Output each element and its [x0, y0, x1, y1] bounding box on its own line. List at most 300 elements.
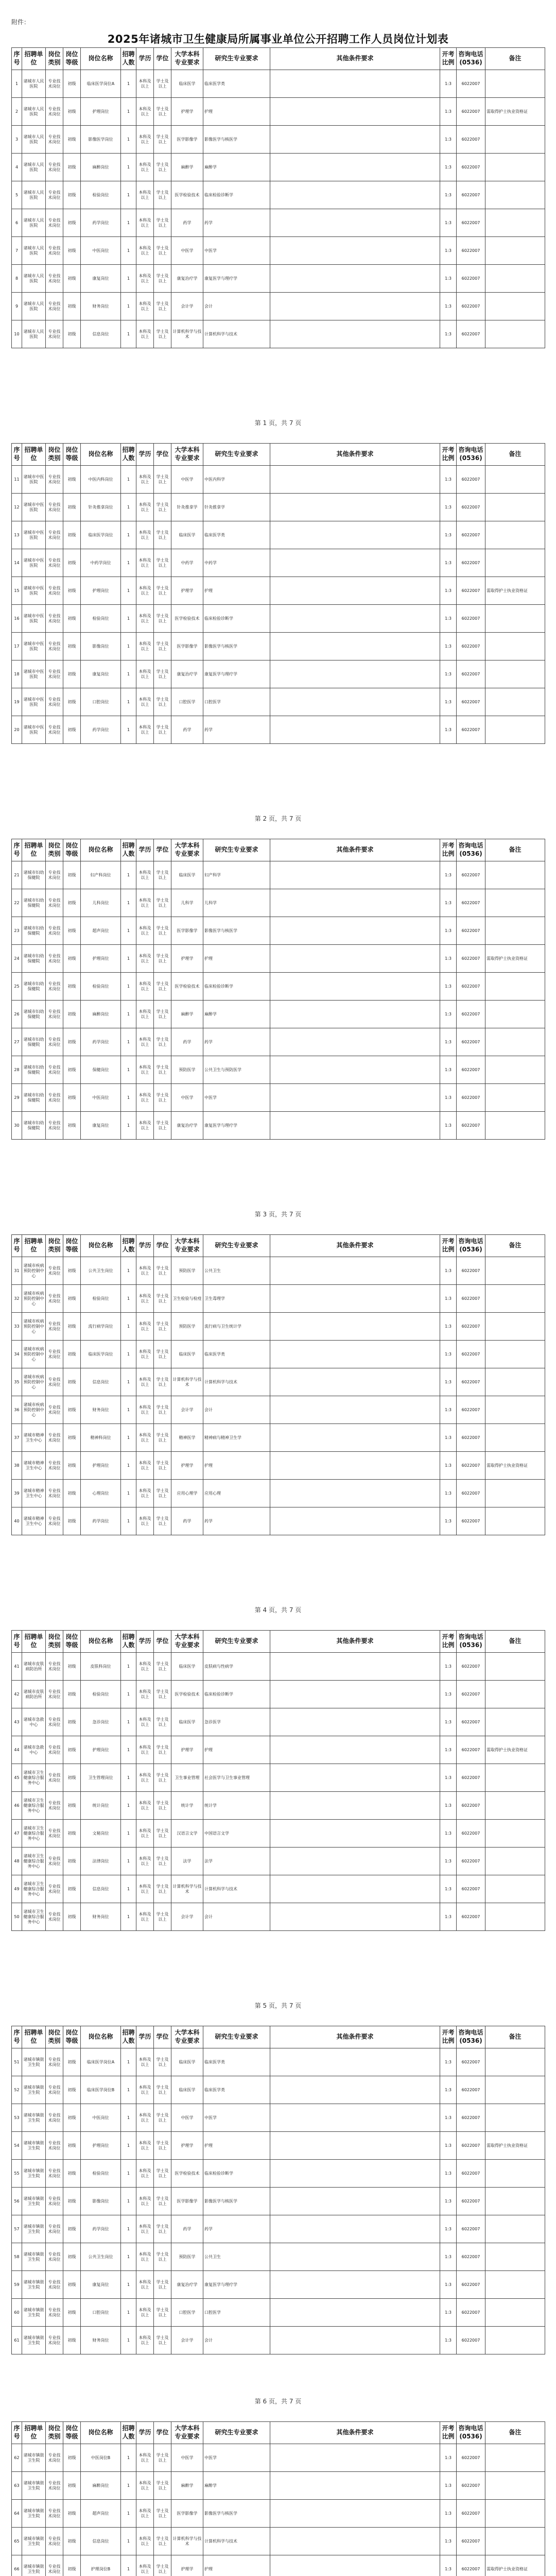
table-cell: 1 — [121, 688, 136, 716]
table-cell: 学士及以上 — [154, 2444, 171, 2472]
table-cell: 1 — [121, 945, 136, 973]
table-cell: 信息岗位 — [81, 1368, 121, 1396]
table-cell — [270, 2048, 440, 2076]
table-cell — [485, 2327, 545, 2354]
table-cell — [270, 181, 440, 209]
table-cell: 6022007 — [457, 973, 485, 1001]
table-cell — [270, 1507, 440, 1535]
table-cell: 14 — [12, 549, 22, 577]
table-cell: 初级 — [63, 209, 81, 237]
table-cell: 本科及以上 — [136, 716, 154, 744]
table-cell: 诸城市疾病预防控制中心 — [22, 1313, 46, 1341]
table-cell: 学士及以上 — [154, 633, 171, 660]
column-header: 序号 — [12, 48, 22, 70]
table-cell: 儿科学 — [203, 889, 270, 917]
table-cell: 诸城市人民医院 — [22, 181, 46, 209]
table-cell: 本科及以上 — [136, 2444, 154, 2472]
table-cell — [270, 2104, 440, 2132]
table-row — [12, 1056, 545, 1084]
table-cell: 麻醉学 — [171, 154, 203, 181]
table-cell: 6022007 — [457, 549, 485, 577]
table-cell: 本科及以上 — [136, 1001, 154, 1028]
table-cell: 学士及以上 — [154, 1396, 171, 1424]
table-cell: 中医岗位 — [81, 1084, 121, 1112]
table-cell: 1:3 — [440, 577, 457, 605]
table-row — [12, 973, 545, 1001]
table-cell: 临床医学类 — [203, 521, 270, 549]
table-cell: 药学 — [171, 209, 203, 237]
recruitment-table — [11, 839, 545, 1140]
table-cell: 1 — [121, 1736, 136, 1764]
table-cell — [270, 861, 440, 889]
table-cell: 初级 — [63, 2271, 81, 2299]
table-row — [12, 2444, 545, 2472]
table-cell: 诸城市妇幼保健院 — [22, 973, 46, 1001]
table-cell: 1 — [121, 2243, 136, 2271]
table-cell: 本科及以上 — [136, 126, 154, 154]
table-cell: 护理岗位 — [81, 98, 121, 126]
table-cell: 需取得护士执业资格证 — [485, 1452, 545, 1480]
page-5 — [11, 1630, 545, 1931]
column-header: 咨询电话(0536) — [457, 2422, 485, 2444]
table-cell: 临床医学 — [171, 1708, 203, 1736]
attachment-label: 附件： — [11, 19, 30, 26]
table-cell: 初级 — [63, 126, 81, 154]
table-cell — [270, 237, 440, 265]
table-cell: 6022007 — [457, 1285, 485, 1313]
table-cell: 1 — [121, 1480, 136, 1507]
table-cell: 47 — [12, 1820, 22, 1848]
table-cell: 38 — [12, 1452, 22, 1480]
table-cell — [270, 70, 440, 98]
table-row — [12, 1736, 545, 1764]
column-header: 岗位名称 — [81, 2026, 121, 2048]
table-cell: 1:3 — [440, 605, 457, 633]
table-cell: 本科及以上 — [136, 2132, 154, 2160]
table-cell: 诸城市卫生健康综合服务中心 — [22, 1875, 46, 1903]
table-cell: 1:3 — [440, 181, 457, 209]
table-cell: 中国语言文学 — [203, 1820, 270, 1848]
table-cell — [270, 320, 440, 348]
table-cell: 护理岗位 — [81, 1452, 121, 1480]
table-cell: 诸城市人民医院 — [22, 237, 46, 265]
table-cell: 护理学 — [171, 2555, 203, 2576]
table-cell: 计算机科学与技术 — [203, 320, 270, 348]
column-header: 开考比例 — [440, 444, 457, 466]
table-row — [12, 209, 545, 237]
table-cell — [270, 1480, 440, 1507]
table-cell — [270, 889, 440, 917]
table-cell: 中医学 — [203, 2104, 270, 2132]
table-cell: 1 — [121, 126, 136, 154]
table-cell: 6022007 — [457, 633, 485, 660]
table-cell: 1 — [121, 1028, 136, 1056]
column-header: 咨询电话(0536) — [457, 839, 485, 861]
table-cell: 学士及以上 — [154, 1507, 171, 1535]
table-row — [12, 716, 545, 744]
table-cell: 学士及以上 — [154, 861, 171, 889]
table-cell: 影像岗位 — [81, 633, 121, 660]
table-cell: 16 — [12, 605, 22, 633]
table-cell: 康复岗位 — [81, 2271, 121, 2299]
table-cell: 6022007 — [457, 1903, 485, 1931]
table-cell: 诸城市疾病预防控制中心 — [22, 1396, 46, 1424]
table-cell: 学士及以上 — [154, 181, 171, 209]
table-row — [12, 2188, 545, 2215]
table-cell: 妇产科岗位 — [81, 861, 121, 889]
table-row — [12, 1001, 545, 1028]
table-cell: 诸城市妇幼保健院 — [22, 861, 46, 889]
table-cell: 诸城市镇街卫生院 — [22, 2555, 46, 2576]
table-cell: 精神科岗位 — [81, 1424, 121, 1452]
table-cell — [485, 861, 545, 889]
table-cell: 药学 — [203, 209, 270, 237]
table-cell: 皮肤科岗位 — [81, 1653, 121, 1681]
table-cell: 儿科学 — [171, 889, 203, 917]
table-cell: 检验岗位 — [81, 1285, 121, 1313]
table-cell: 1:3 — [440, 126, 457, 154]
table-cell: 预防医学 — [171, 1257, 203, 1285]
table-cell — [270, 2327, 440, 2354]
recruitment-table — [11, 2421, 545, 2576]
table-cell: 44 — [12, 1736, 22, 1764]
table-cell — [485, 209, 545, 237]
table-row — [12, 466, 545, 494]
table-cell: 学士及以上 — [154, 209, 171, 237]
table-cell — [485, 1764, 545, 1792]
table-row — [12, 2500, 545, 2528]
table-cell: 1:3 — [440, 293, 457, 320]
table-cell: 6022007 — [457, 181, 485, 209]
table-cell: 1 — [121, 2500, 136, 2528]
table-cell — [270, 1848, 440, 1875]
table-cell: 初级 — [63, 1396, 81, 1424]
table-cell: 62 — [12, 2444, 22, 2472]
table-cell: 护理岗位 — [81, 1736, 121, 1764]
table-cell: 9 — [12, 293, 22, 320]
table-cell: 预防医学 — [171, 1056, 203, 1084]
table-cell: 学士及以上 — [154, 2132, 171, 2160]
table-cell: 本科及以上 — [136, 154, 154, 181]
table-cell: 财务岗位 — [81, 293, 121, 320]
table-cell: 诸城市妇幼保健院 — [22, 917, 46, 945]
table-cell: 中医岗位B — [81, 2444, 121, 2472]
table-cell: 检验岗位 — [81, 2160, 121, 2188]
table-cell: 6022007 — [457, 945, 485, 973]
table-cell: 学士及以上 — [154, 1084, 171, 1112]
table-cell: 专业技术岗位 — [46, 1736, 63, 1764]
table-cell: 学士及以上 — [154, 2299, 171, 2327]
table-cell: 学士及以上 — [154, 126, 171, 154]
table-cell: 初级 — [63, 181, 81, 209]
table-cell: 麻醉学 — [203, 154, 270, 181]
table-cell: 计算机科学与技术 — [171, 320, 203, 348]
table-cell: 6022007 — [457, 466, 485, 494]
table-cell: 初级 — [63, 2048, 81, 2076]
table-cell: 本科及以上 — [136, 494, 154, 521]
table-cell: 公共卫生与预防医学 — [203, 1056, 270, 1084]
table-cell: 流行病学岗位 — [81, 1313, 121, 1341]
table-cell: 39 — [12, 1480, 22, 1507]
table-cell: 1:3 — [440, 1341, 457, 1368]
table-cell: 学士及以上 — [154, 1257, 171, 1285]
table-cell — [485, 2271, 545, 2299]
table-header-row — [12, 1235, 545, 1257]
table-row — [12, 1480, 545, 1507]
table-cell: 专业技术岗位 — [46, 2243, 63, 2271]
table-cell: 诸城市镇街卫生院 — [22, 2299, 46, 2327]
column-header: 岗位等级 — [63, 1235, 81, 1257]
table-cell: 专业技术岗位 — [46, 154, 63, 181]
table-cell — [270, 126, 440, 154]
table-cell: 信息岗位 — [81, 1875, 121, 1903]
table-cell: 学士及以上 — [154, 1820, 171, 1848]
table-cell: 统计学 — [171, 1792, 203, 1820]
table-cell: 专业技术岗位 — [46, 2104, 63, 2132]
column-header: 岗位类别 — [46, 1235, 63, 1257]
column-header: 大学本科专业要求 — [171, 1235, 203, 1257]
table-row — [12, 1084, 545, 1112]
table-cell: 专业技术岗位 — [46, 1396, 63, 1424]
table-cell: 康复治疗学 — [171, 1112, 203, 1140]
table-cell: 6022007 — [457, 861, 485, 889]
table-cell: 1 — [121, 1653, 136, 1681]
table-cell: 初级 — [63, 1708, 81, 1736]
table-cell: 55 — [12, 2160, 22, 2188]
table-cell: 需取得护士执业资格证 — [485, 577, 545, 605]
table-cell: 学士及以上 — [154, 577, 171, 605]
table-cell — [485, 1341, 545, 1368]
table-cell — [270, 1056, 440, 1084]
table-cell: 药学岗位 — [81, 2215, 121, 2243]
table-cell: 6022007 — [457, 2472, 485, 2500]
column-header: 开考比例 — [440, 1631, 457, 1653]
table-row — [12, 1396, 545, 1424]
table-cell: 6022007 — [457, 688, 485, 716]
table-cell — [270, 2500, 440, 2528]
table-cell: 临床医学岗位 — [81, 521, 121, 549]
table-cell: 1:3 — [440, 1736, 457, 1764]
table-cell: 专业技术岗位 — [46, 1681, 63, 1708]
table-cell: 本科及以上 — [136, 973, 154, 1001]
table-header-row — [12, 839, 545, 861]
table-cell: 6022007 — [457, 237, 485, 265]
table-cell: 1 — [121, 265, 136, 293]
table-row — [12, 1653, 545, 1681]
table-cell: 本科及以上 — [136, 320, 154, 348]
table-cell: 1 — [121, 660, 136, 688]
table-cell: 33 — [12, 1313, 22, 1341]
table-cell: 1 — [121, 889, 136, 917]
table-cell: 预防医学 — [171, 2243, 203, 2271]
table-cell: 本科及以上 — [136, 1903, 154, 1931]
table-cell: 预防医学 — [171, 1313, 203, 1341]
table-cell: 56 — [12, 2188, 22, 2215]
table-cell: 专业技术岗位 — [46, 2472, 63, 2500]
table-cell — [270, 1396, 440, 1424]
table-cell: 诸城市中医医院 — [22, 605, 46, 633]
table-cell: 6022007 — [457, 2444, 485, 2472]
table-cell: 专业技术岗位 — [46, 1313, 63, 1341]
table-row — [12, 2327, 545, 2354]
table-cell: 专业技术岗位 — [46, 1084, 63, 1112]
table-cell: 1 — [121, 1848, 136, 1875]
table-cell — [270, 2132, 440, 2160]
table-cell: 专业技术岗位 — [46, 1285, 63, 1313]
table-cell — [270, 1368, 440, 1396]
column-header: 岗位名称 — [81, 1235, 121, 1257]
table-cell: 本科及以上 — [136, 293, 154, 320]
table-cell — [485, 1820, 545, 1848]
table-cell: 6022007 — [457, 1001, 485, 1028]
table-cell: 学士及以上 — [154, 889, 171, 917]
table-cell: 诸城市妇幼保健院 — [22, 945, 46, 973]
table-cell: 护理岗位 — [81, 945, 121, 973]
table-cell: 护理岗位 — [81, 577, 121, 605]
column-header: 学历 — [136, 1631, 154, 1653]
table-cell: 初级 — [63, 98, 81, 126]
table-cell: 1:3 — [440, 1112, 457, 1140]
table-cell: 学士及以上 — [154, 605, 171, 633]
table-row — [12, 1875, 545, 1903]
table-cell — [485, 1424, 545, 1452]
table-cell — [270, 1875, 440, 1903]
table-cell: 1 — [121, 633, 136, 660]
table-cell — [270, 1341, 440, 1368]
table-cell: 医学检验技术 — [171, 973, 203, 1001]
table-cell: 康复治疗学 — [171, 265, 203, 293]
table-cell: 初级 — [63, 2528, 81, 2555]
table-cell: 1:3 — [440, 265, 457, 293]
table-cell: 1:3 — [440, 1848, 457, 1875]
table-cell: 本科及以上 — [136, 1848, 154, 1875]
table-cell — [270, 293, 440, 320]
column-header: 学位 — [154, 839, 171, 861]
table-cell: 会计 — [203, 293, 270, 320]
table-cell: 13 — [12, 521, 22, 549]
table-cell: 初级 — [63, 1653, 81, 1681]
table-cell — [270, 1708, 440, 1736]
column-header: 岗位等级 — [63, 48, 81, 70]
table-cell: 专业技术岗位 — [46, 1820, 63, 1848]
table-row — [12, 320, 545, 348]
table-row — [12, 265, 545, 293]
table-cell: 诸城市镇街卫生院 — [22, 2500, 46, 2528]
table-cell: 初级 — [63, 633, 81, 660]
table-cell: 专业技术岗位 — [46, 1368, 63, 1396]
table-cell: 学士及以上 — [154, 1001, 171, 1028]
table-cell: 专业技术岗位 — [46, 688, 63, 716]
table-cell: 诸城市中医医院 — [22, 716, 46, 744]
table-cell: 公共卫生 — [203, 1257, 270, 1285]
table-cell — [270, 2555, 440, 2576]
table-header-row — [12, 48, 545, 70]
table-cell: 临床检验诊断学 — [203, 2160, 270, 2188]
table-cell: 6022007 — [457, 1257, 485, 1285]
table-cell: 初级 — [63, 1480, 81, 1507]
table-cell: 初级 — [63, 2472, 81, 2500]
table-cell — [485, 2160, 545, 2188]
table-cell: 48 — [12, 1848, 22, 1875]
table-cell: 初级 — [63, 1001, 81, 1028]
table-cell: 临床医学 — [171, 2048, 203, 2076]
table-cell: 本科及以上 — [136, 1507, 154, 1535]
table-cell: 初级 — [63, 1028, 81, 1056]
table-cell: 初级 — [63, 973, 81, 1001]
table-cell: 公共卫生岗位 — [81, 1257, 121, 1285]
table-cell: 专业技术岗位 — [46, 98, 63, 126]
table-cell: 学士及以上 — [154, 2555, 171, 2576]
table-cell: 60 — [12, 2299, 22, 2327]
table-cell: 初级 — [63, 2500, 81, 2528]
table-row — [12, 633, 545, 660]
table-cell: 学士及以上 — [154, 2243, 171, 2271]
table-cell: 1 — [121, 716, 136, 744]
table-cell — [270, 605, 440, 633]
column-header: 岗位名称 — [81, 48, 121, 70]
table-row — [12, 98, 545, 126]
table-row — [12, 1313, 545, 1341]
column-header: 岗位名称 — [81, 444, 121, 466]
table-cell: 本科及以上 — [136, 1341, 154, 1368]
table-cell: 专业技术岗位 — [46, 70, 63, 98]
table-cell — [270, 265, 440, 293]
table-cell: 初级 — [63, 293, 81, 320]
table-cell: 本科及以上 — [136, 1820, 154, 1848]
column-header: 大学本科专业要求 — [171, 1631, 203, 1653]
table-cell: 1:3 — [440, 889, 457, 917]
table-cell: 1 — [121, 1820, 136, 1848]
table-cell: 针灸推拿岗位 — [81, 494, 121, 521]
table-cell — [485, 265, 545, 293]
table-cell: 医学影像学 — [171, 633, 203, 660]
table-row — [12, 2104, 545, 2132]
table-cell: 学士及以上 — [154, 1313, 171, 1341]
table-cell: 6022007 — [457, 2299, 485, 2327]
table-cell — [485, 320, 545, 348]
table-cell: 药学岗位 — [81, 209, 121, 237]
table-cell: 会计学 — [171, 2327, 203, 2354]
table-cell: 公共卫生 — [203, 2243, 270, 2271]
table-cell: 检验岗位 — [81, 605, 121, 633]
column-header: 其他条件要求 — [270, 839, 440, 861]
table-cell: 针灸推拿学 — [171, 494, 203, 521]
table-cell: 诸城市急救中心 — [22, 1708, 46, 1736]
table-cell: 初级 — [63, 2104, 81, 2132]
table-cell: 1:3 — [440, 2299, 457, 2327]
column-header: 岗位类别 — [46, 48, 63, 70]
table-cell: 口腔岗位 — [81, 2299, 121, 2327]
table-cell: 计算机科学与技术 — [171, 1875, 203, 1903]
table-cell: 诸城市人民医院 — [22, 265, 46, 293]
page-footer: 第 5 页，共 7 页 — [254, 2002, 302, 2009]
table-cell: 4 — [12, 154, 22, 181]
table-cell: 卫生管理岗位 — [81, 1764, 121, 1792]
table-cell: 学士及以上 — [154, 688, 171, 716]
table-cell: 6022007 — [457, 2555, 485, 2576]
table-cell: 需取得护士执业资格证 — [485, 945, 545, 973]
table-cell: 30 — [12, 1112, 22, 1140]
table-cell: 药学 — [203, 1028, 270, 1056]
table-cell — [270, 494, 440, 521]
table-cell: 初级 — [63, 1112, 81, 1140]
table-cell: 54 — [12, 2132, 22, 2160]
table-cell — [485, 1084, 545, 1112]
column-header: 开考比例 — [440, 2422, 457, 2444]
table-cell: 超声岗位 — [81, 917, 121, 945]
table-cell: 信息岗位 — [81, 2528, 121, 2555]
column-header: 岗位等级 — [63, 2422, 81, 2444]
